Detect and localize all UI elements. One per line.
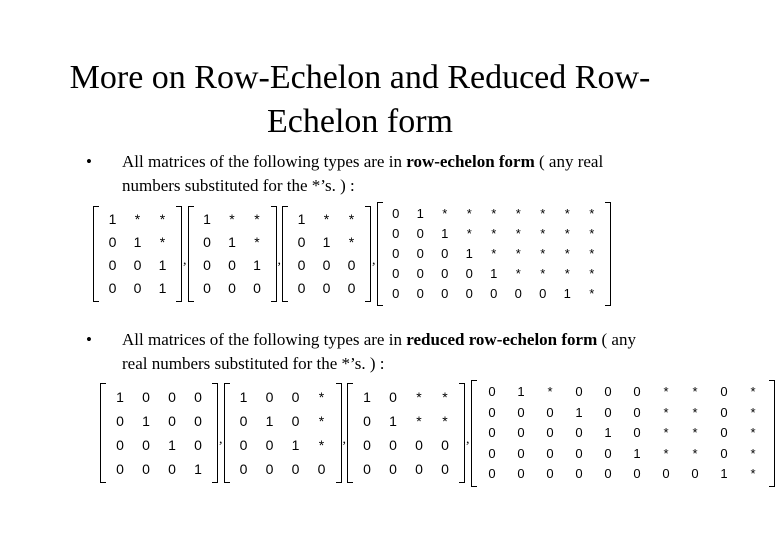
matrix-entry: * (159, 211, 166, 227)
matrix-entry: * (564, 226, 570, 241)
matrix-entry: * (750, 384, 756, 399)
matrix-entry: 0 (441, 266, 449, 281)
matrix-entry: * (318, 389, 325, 406)
matrix-entry: * (416, 389, 422, 406)
bullet-row-echelon (86, 150, 660, 198)
matrix-entry: 0 (203, 257, 211, 273)
matrix-entry: 1 (168, 437, 176, 454)
matrix-entry: 0 (389, 461, 397, 478)
matrix-entry: * (750, 445, 756, 461)
matrix-entry: * (348, 211, 355, 227)
matrix-entry: 0 (662, 466, 670, 481)
matrix-entry: 0 (194, 413, 202, 430)
matrix-entry: 0 (317, 461, 326, 478)
matrix-entry: 1 (465, 246, 473, 261)
matrix-entry: * (540, 206, 546, 221)
matrix-entry: 1 (203, 211, 211, 227)
matrix-entry: 1 (133, 234, 142, 250)
bullet-text: All matrices of the following types are in row-echelon form ( any real numbers substituted for the *’s. ) : (122, 152, 604, 195)
matrix-entry: * (692, 404, 698, 420)
bullet-reduced-row-echelon (86, 328, 660, 376)
matrix-entry: 0 (322, 257, 331, 273)
matrix-entry: 0 (203, 234, 211, 250)
matrix-entry: * (663, 445, 669, 461)
matrix-entry: 0 (633, 404, 641, 420)
matrix-entry: 1 (563, 286, 571, 301)
matrix-entry: 0 (488, 425, 496, 440)
matrix-entry: 1 (720, 466, 728, 481)
matrix-entry: 1 (158, 257, 167, 273)
matrix-entry: * (663, 425, 669, 440)
matrix-entry: 0 (691, 466, 699, 481)
matrix (347, 383, 465, 483)
matrix-entry: 0 (546, 445, 554, 461)
matrix-entry: 0 (441, 286, 449, 301)
matrix-entry: 0 (142, 461, 150, 478)
matrix-entry: * (589, 266, 595, 281)
matrix-entry: * (515, 206, 521, 221)
matrix-entry: 1 (253, 257, 261, 273)
matrix-entry: * (540, 246, 546, 261)
matrix-entry: 0 (720, 384, 728, 399)
matrix-separator: , (277, 253, 281, 268)
matrix-entry: 0 (239, 461, 248, 478)
matrix-entry: 0 (194, 437, 202, 454)
matrix-entry: * (318, 437, 325, 454)
matrix-entry: 0 (546, 466, 554, 481)
matrix-entry: 1 (363, 389, 371, 406)
matrix-entry: 0 (517, 466, 525, 481)
matrix-entry: 0 (265, 437, 274, 454)
matrix-entry: 0 (604, 404, 612, 420)
matrix-entry: * (589, 226, 595, 241)
matrix-entry: * (589, 246, 595, 261)
matrix-entry: 0 (465, 286, 473, 301)
matrix-entry: * (540, 226, 546, 241)
matrix-entry: 0 (539, 286, 547, 301)
matrix-entry: 0 (488, 384, 496, 399)
matrix-entry: 0 (265, 389, 274, 406)
matrix-entry: * (663, 404, 669, 420)
matrix-entry: 0 (441, 246, 449, 261)
matrix-separator: , (372, 253, 376, 268)
matrix-separator: , (219, 432, 223, 448)
matrix (377, 202, 612, 306)
matrix-entry: * (348, 234, 355, 250)
matrix-entry: 1 (517, 384, 525, 399)
matrix-entry: 0 (168, 461, 176, 478)
matrix-entry: 0 (490, 286, 498, 301)
matrix-entry: 1 (416, 206, 424, 221)
matrix-entry: * (750, 404, 756, 420)
matrix-entry: 0 (142, 437, 150, 454)
matrix-entry: 0 (116, 413, 124, 430)
matrix-entry: 0 (297, 257, 306, 273)
matrix-entry: 1 (108, 211, 117, 227)
matrix-entry: 0 (291, 389, 300, 406)
matrix-entry: 1 (142, 413, 150, 430)
matrix-entry: * (466, 206, 472, 221)
matrix-entry: 0 (133, 280, 142, 296)
matrix-entry: 0 (168, 389, 176, 406)
matrix-entry: * (442, 389, 448, 406)
matrix-entry: * (466, 226, 472, 241)
matrix-entry: * (589, 286, 595, 301)
matrix (93, 206, 182, 302)
matrix-separator: , (342, 432, 346, 448)
matrix-entry: 0 (297, 280, 306, 296)
matrix-entry: 0 (488, 466, 496, 481)
matrix-entry: 1 (116, 389, 124, 406)
matrix-entry: 0 (720, 404, 728, 420)
matrix-entry: 0 (633, 466, 641, 481)
matrix-entry: 0 (416, 246, 424, 261)
matrix-entry: * (547, 384, 553, 399)
matrix-separator: , (466, 432, 470, 448)
matrix-entry: 0 (347, 257, 356, 273)
matrix-entry: 0 (546, 404, 554, 420)
matrix-entry: 0 (514, 286, 522, 301)
matrix-entry: 0 (363, 437, 371, 454)
matrix-entry: 0 (720, 445, 728, 461)
matrix-entry: 0 (633, 425, 641, 440)
matrix-entry: 0 (297, 234, 306, 250)
matrix-entry: * (254, 234, 260, 250)
matrix-entry: 0 (546, 425, 554, 440)
matrix-entry: 1 (490, 266, 498, 281)
matrix-entry: * (692, 445, 698, 461)
matrix-entry: 1 (575, 404, 583, 420)
matrix-entry: * (442, 413, 448, 430)
matrix-entry: 0 (116, 461, 124, 478)
matrix-entry: 1 (228, 234, 236, 250)
matrix-entry: 0 (133, 257, 142, 273)
matrix-entry: * (515, 226, 521, 241)
matrix-entry: 0 (575, 445, 583, 461)
matrix-entry: * (491, 246, 497, 261)
matrix-entry: 0 (228, 257, 236, 273)
matrix-entry: 0 (604, 466, 612, 481)
matrix-entry: * (318, 413, 325, 430)
matrix-entry: 1 (389, 413, 397, 430)
matrix-entry: 0 (441, 461, 449, 478)
matrix-entry: 0 (465, 266, 473, 281)
row-echelon-matrices (93, 202, 611, 306)
matrix-entry: 0 (633, 384, 641, 399)
matrix-entry: 0 (228, 280, 236, 296)
matrix-entry: 0 (239, 437, 248, 454)
matrix-entry: 0 (291, 413, 300, 430)
matrix-entry: 0 (347, 280, 356, 296)
matrix-entry: 0 (363, 461, 371, 478)
matrix-entry: 0 (517, 425, 525, 440)
matrix-entry: * (692, 425, 698, 440)
matrix-entry: 0 (108, 257, 117, 273)
matrix-entry: 0 (253, 280, 261, 296)
matrix-entry: 0 (392, 246, 400, 261)
matrix-entry: 0 (168, 413, 176, 430)
matrix-entry: * (323, 211, 330, 227)
matrix-entry: * (491, 206, 497, 221)
matrix-entry: 0 (108, 234, 117, 250)
matrix (471, 380, 775, 487)
matrix-entry: 1 (291, 437, 300, 454)
matrix-entry: * (442, 206, 448, 221)
matrix-entry: 0 (239, 413, 248, 430)
slide-title: More on Row-Echelon and Reduced Row-Echelon form (69, 59, 651, 140)
matrix-separator: , (183, 253, 187, 268)
matrix-entry: * (750, 425, 756, 440)
bold-term: reduced row-echelon form (406, 330, 598, 349)
matrix-entry: 0 (389, 389, 397, 406)
matrix-entry: 0 (392, 226, 400, 241)
matrix-entry: 0 (194, 389, 202, 406)
matrix-entry: * (692, 384, 698, 399)
matrix-entry: 0 (488, 445, 496, 461)
bold-term: row-echelon form (406, 152, 535, 171)
matrix-entry: * (229, 211, 235, 227)
matrix-entry: 0 (488, 404, 496, 420)
matrix-entry: 1 (265, 413, 274, 430)
reduced-row-echelon-matrices (100, 380, 775, 487)
matrix-entry: 1 (194, 461, 202, 478)
matrix-entry: * (134, 211, 141, 227)
matrix-entry: 0 (392, 266, 400, 281)
matrix-entry: 1 (297, 211, 306, 227)
matrix-entry: 0 (392, 206, 400, 221)
matrix-entry: * (564, 266, 570, 281)
matrix-entry: 1 (158, 280, 167, 296)
matrix-entry: * (515, 246, 521, 261)
matrix-entry: 0 (291, 461, 300, 478)
matrix-entry: * (564, 206, 570, 221)
matrix-entry: 0 (517, 404, 525, 420)
matrix-entry: 0 (415, 461, 423, 478)
matrix-entry: 0 (108, 280, 117, 296)
matrix-entry: * (159, 234, 166, 250)
matrix-entry: 0 (575, 466, 583, 481)
matrix-entry: * (564, 246, 570, 261)
matrix-entry: 0 (389, 437, 397, 454)
matrix-entry: * (663, 384, 669, 399)
matrix-entry: 0 (203, 280, 211, 296)
matrix-entry: * (750, 466, 756, 481)
matrix-entry: 1 (633, 445, 641, 461)
matrix-entry: * (515, 266, 521, 281)
bullet-text: All matrices of the following types are in reduced row-echelon form ( any real numbers substituted for the *’s. ) : (122, 330, 636, 373)
matrix-entry: * (491, 226, 497, 241)
matrix-entry: 0 (265, 461, 274, 478)
matrix-entry: 0 (415, 437, 423, 454)
matrix-entry: 0 (604, 384, 612, 399)
matrix-entry: * (254, 211, 260, 227)
matrix-entry: * (589, 206, 595, 221)
matrix-entry: 0 (575, 384, 583, 399)
matrix (188, 206, 277, 302)
matrix-entry: 1 (239, 389, 248, 406)
matrix-entry: * (540, 266, 546, 281)
matrix (100, 383, 218, 483)
matrix-entry: 0 (363, 413, 371, 430)
matrix-entry: 0 (604, 445, 612, 461)
matrix-entry: 0 (142, 389, 150, 406)
matrix-entry: 1 (322, 234, 331, 250)
matrix-entry: 0 (416, 226, 424, 241)
matrix-entry: 0 (441, 437, 449, 454)
matrix-entry: 0 (322, 280, 331, 296)
matrix-entry: 0 (517, 445, 525, 461)
matrix-entry: 1 (604, 425, 612, 440)
bullet-marker: • (86, 152, 92, 171)
matrix-entry: 0 (720, 425, 728, 440)
matrix-entry: 0 (392, 286, 400, 301)
matrix-entry: * (416, 413, 422, 430)
matrix (282, 206, 371, 302)
matrix-entry: 0 (575, 425, 583, 440)
matrix-entry: 0 (416, 286, 424, 301)
bullet-marker: • (86, 330, 92, 349)
matrix (224, 383, 342, 483)
matrix-entry: 1 (441, 226, 449, 241)
matrix-entry: 0 (416, 266, 424, 281)
matrix-entry: 0 (116, 437, 124, 454)
